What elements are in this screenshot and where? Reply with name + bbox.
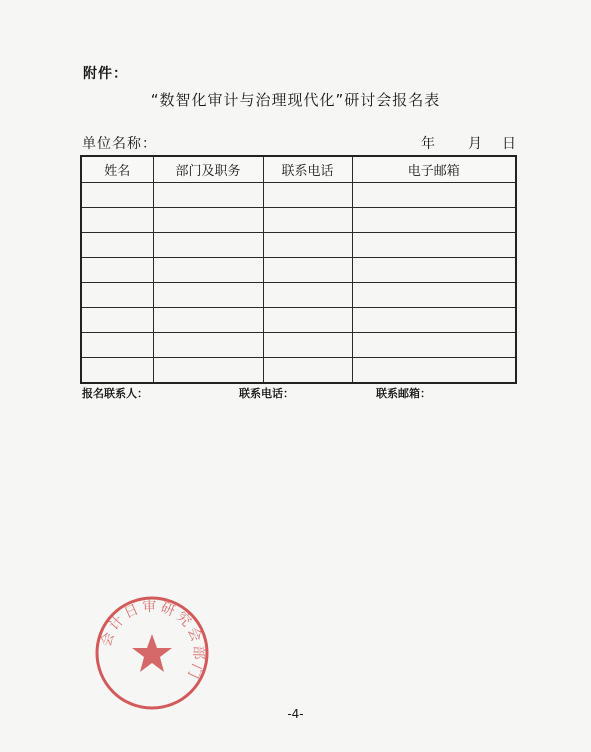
cell-department [153,183,263,208]
cell-email [352,183,516,208]
cell-email [352,308,516,333]
cell-department [153,283,263,308]
cell-name [81,283,153,308]
table-row [81,358,516,384]
header-phone: 联系电话 [263,156,352,183]
cell-name [81,308,153,333]
date-month: 月 [468,136,482,152]
cell-name [81,183,153,208]
header-name: 姓名 [81,156,153,183]
cell-name [81,358,153,384]
cell-department [153,308,263,333]
header-department: 部门及职务 [153,156,263,183]
cell-email [352,358,516,384]
header-email: 电子邮箱 [352,156,516,183]
cell-name [81,208,153,233]
cell-department [153,233,263,258]
table-row [81,258,516,283]
cell-phone [263,333,352,358]
cell-department [153,208,263,233]
table-header-row [81,156,516,183]
date-year: 年 [421,136,435,152]
registration-table [80,155,517,384]
cell-phone [263,308,352,333]
table-row [81,233,516,258]
cell-name [81,258,153,283]
cell-name [81,233,153,258]
attachment-label: 附件： [83,66,128,82]
unit-name-label: 单位名称： [82,136,157,152]
table-row [81,283,516,308]
table-body [81,183,516,384]
cell-phone [263,233,352,258]
cell-email [352,283,516,308]
cell-phone [263,208,352,233]
cell-email [352,333,516,358]
cell-phone [263,358,352,384]
contact-email-label: 联系邮箱： [376,387,431,400]
cell-department [153,358,263,384]
cell-phone [263,183,352,208]
cell-email [352,233,516,258]
star-icon [132,634,172,672]
cell-department [153,258,263,283]
contact-phone-label: 联系电话： [239,387,294,400]
table-row [81,333,516,358]
table-row [81,208,516,233]
seal-text: 会计日审研究会部门 [98,598,207,684]
cell-phone [263,258,352,283]
cell-department [153,333,263,358]
cell-email [352,208,516,233]
form-title: “数智化审计与治理现代化”研讨会报名表 [150,91,441,109]
table-row [81,183,516,208]
official-seal [93,594,211,712]
cell-phone [263,283,352,308]
table-row [81,308,516,333]
cell-name [81,333,153,358]
page-number: -4- [287,707,304,721]
cell-email [352,258,516,283]
date-line [421,133,516,153]
contact-person-label: 报名联系人： [82,387,148,400]
date-day: 日 [502,136,516,152]
